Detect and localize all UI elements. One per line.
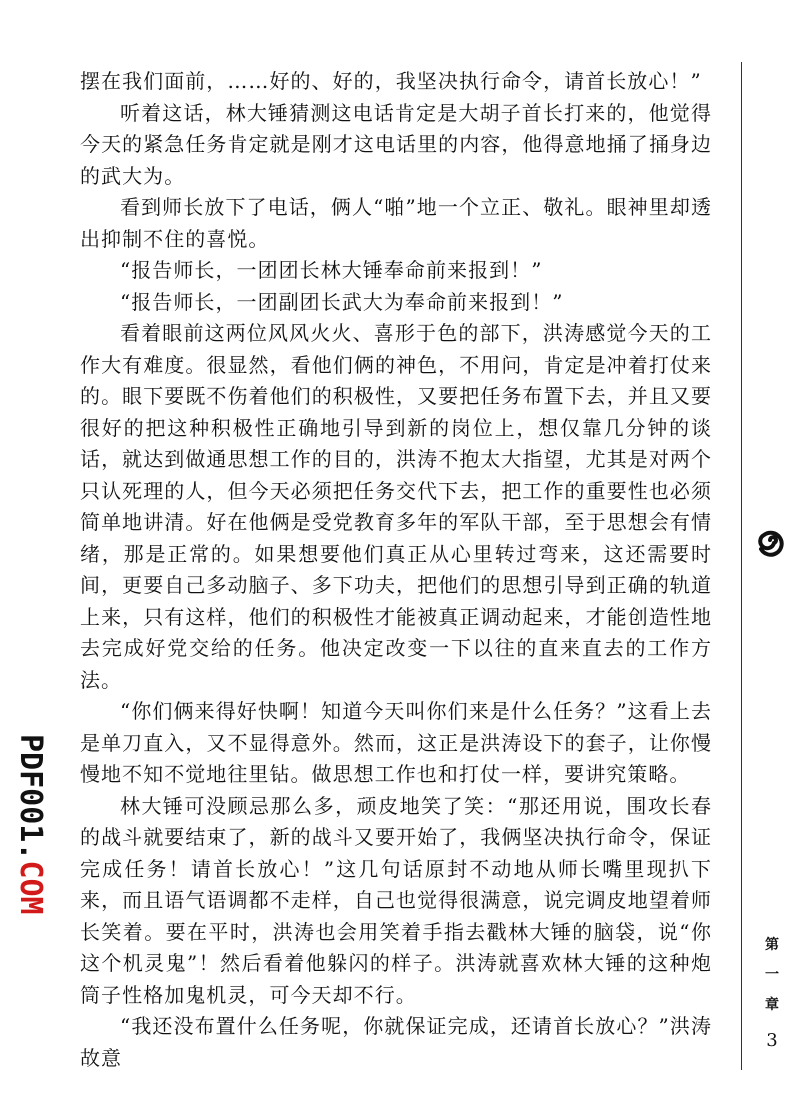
paragraph: 看着眼前这两位风风火火、喜形于色的部下，洪涛感觉今天的工作大有难度。很显然，看他们俩的神色，不用问，肯定是冲着打仗来的。眼下要既不伤着他们的积极性，又要把任务布置下去，并且又要很好的把这种积极性正确地引导到新的岗位上，想仅靠几分钟的谈话，就达到做通思想工作的目的，洪涛不抱太大指望，尤其是对两个只认死理的人，但今天必须把任务交代下去，把工作的重要性也必须简单地讲清。好在他俩是受党教育多年的军队干部，至于思想会有情绪，那是正常的。如果想要他们真正从心里转过弯来，这还需要时间，更要自己多动脑子、多下功夫，把他们的思想引导到正确的轨道上来，只有这样，他们的积极性才能被真正调动起来，才能创造性地去完成好党交给的任务。他决定改变一下以往的直来直去的工作方法。 [80, 321, 712, 692]
margin-rule [741, 62, 742, 1070]
chapter-char: 章 [765, 997, 779, 1013]
paragraph: 看到师长放下了电话，俩人“啪”地一个立正、敬礼。眼神里却透出抑制不住的喜悦。 [80, 195, 712, 251]
paragraph: “报告师长，一团副团长武大为奉命前来报到！” [120, 289, 564, 314]
page-number: 3 [766, 1030, 778, 1051]
paragraph: 林大锤可没顾忌那么多，顽皮地笑了笑：“那还用说，围攻长春的战斗就要结束了，新的战斗又要开始了，我俩坚决执行命令，保证完成任务！请首长放心！”这几句话原封不动地从师长嘴里现扒下来，而且语气语调都不走样，自己也觉得很满意，说完调皮地望着师长笑着。要在平时，洪涛也会用笑着手指去戳林大锤的脑袋，说“你这个机灵鬼”！然后看着他躲闪的样子。洪涛就喜欢林大锤的这种炮筒子性格加鬼机灵，可今天却不行。 [80, 793, 712, 1007]
chapter-char: 第 [765, 937, 779, 953]
paragraph: “报告师长，一团团长林大锤奉命前来报到！” [120, 258, 543, 282]
watermark [10, 734, 50, 914]
watermark-part-a: PDF001. [13, 734, 48, 861]
paragraph: 摆在我们面前，……好的、好的，我坚决执行命令，请首长放心！” [80, 69, 702, 93]
watermark-part-b: COM [13, 860, 48, 915]
chapter-marker [760, 930, 784, 1020]
body-text [80, 66, 712, 1074]
paragraph: 听着这话，林大锤猜测这电话肯定是大胡子首长打来的，他觉得今天的紧急任务肯定就是刚才这电话里的内容，他得意地捅了捅身边的武大为。 [80, 100, 712, 188]
paragraph: “我还没布置什么任务呢，你就保证完成，还请首长放心？”洪涛故意 [80, 1014, 712, 1070]
chapter-char: 一 [765, 967, 779, 983]
paragraph: “你们俩来得好快啊！知道今天叫你们来是什么任务？”这看上去是单刀直入，又不显得意外。然而，这正是洪涛设下的套子，让你慢慢地不知不觉地往里钻。做思想工作也和打仗一样，要讲究策略。 [80, 699, 712, 786]
spiral-ornament-icon [752, 522, 788, 558]
